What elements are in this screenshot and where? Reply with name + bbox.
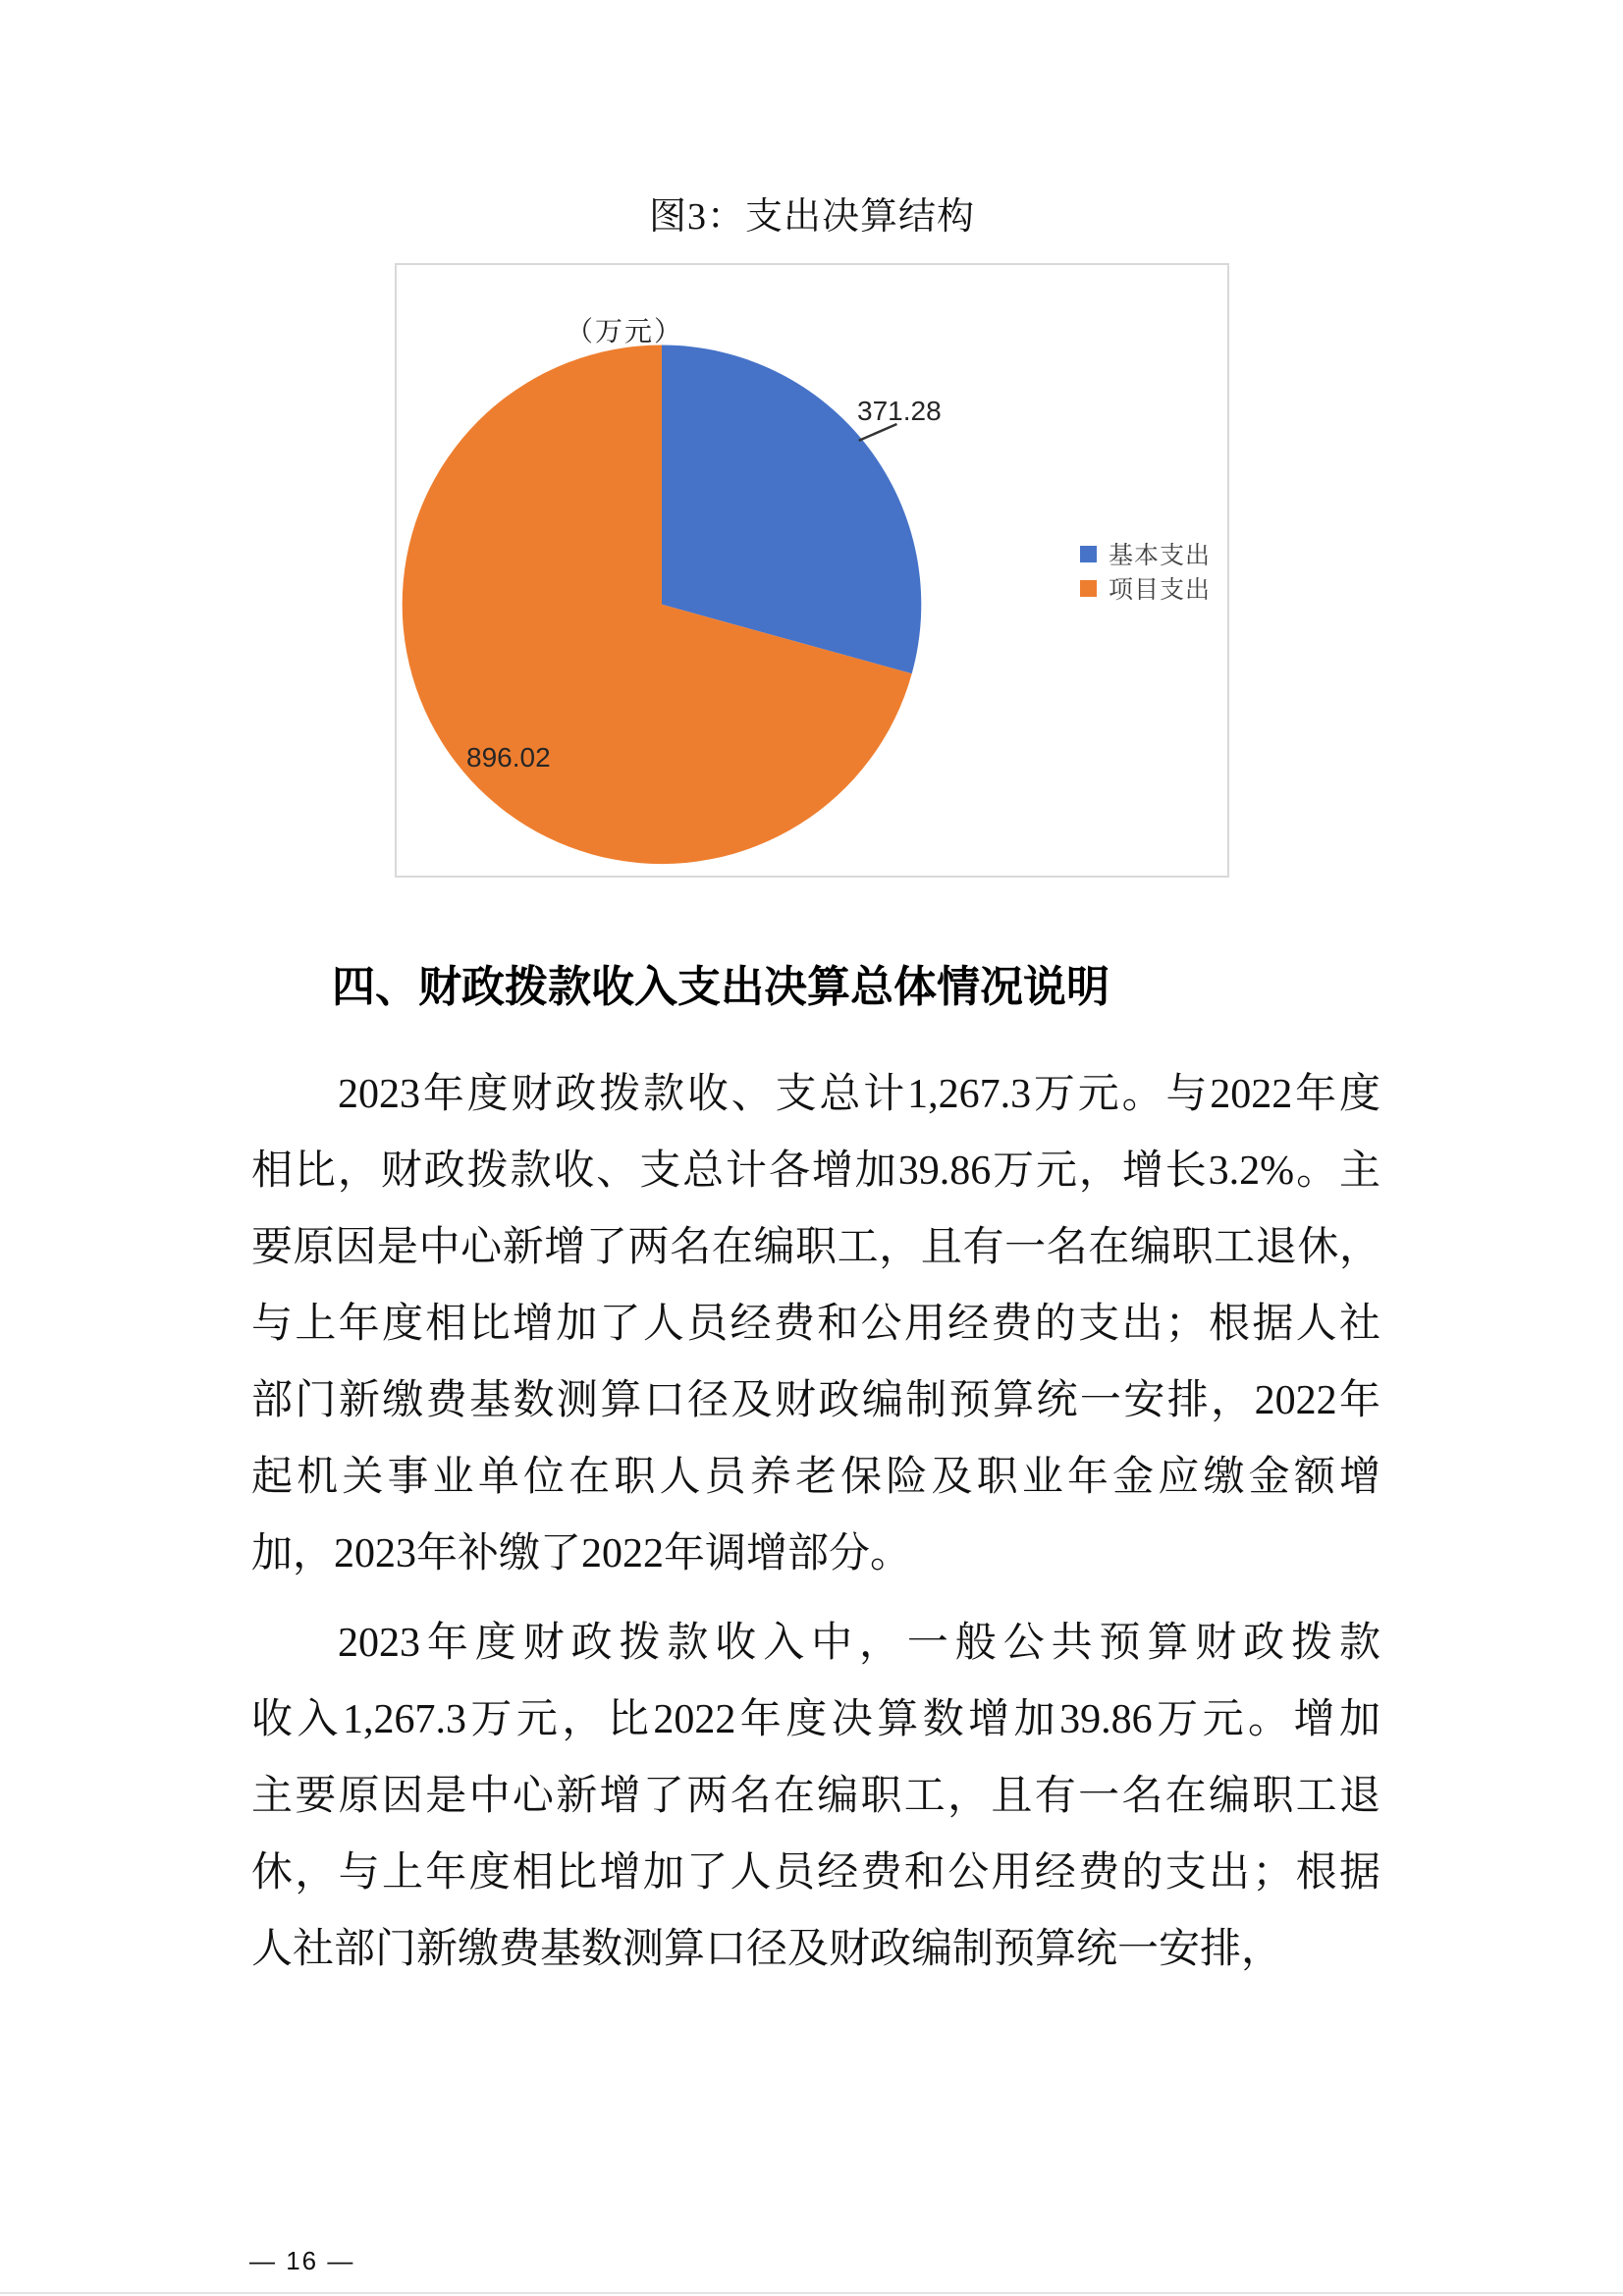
chart-legend <box>1080 541 1211 610</box>
paragraph-line: 与上年度相比增加了人员经费和公用经费的支出；根据人社 <box>251 1302 1380 1347</box>
legend-label-project: 项目支出 <box>1109 577 1212 604</box>
paragraph-line: 主要原因是中心新增了两名在编职工，且有一名在编职工退 <box>251 1774 1380 1819</box>
figure-title: 图3：支出决算结构 <box>648 196 975 238</box>
legend-item-basic <box>1080 541 1212 569</box>
pie-slices <box>403 345 922 864</box>
paragraph-line: 人社部门新缴费基数测算口径及财政编制预算统一安排， <box>251 1927 1283 1972</box>
paragraph-line: 2023年度财政拨款收入中，一般公共预算财政拨款 <box>338 1621 1380 1666</box>
paragraph-1 <box>251 1056 1380 1592</box>
page-number: — 16 — <box>249 2246 355 2275</box>
chart-unit-label: （万元） <box>566 317 684 347</box>
pie-value-label-basic: 371.28 <box>857 396 942 426</box>
paragraph-line: 要原因是中心新增了两名在编职工，且有一名在编职工退休， <box>251 1225 1380 1270</box>
page-bottom-edge <box>0 2292 1623 2294</box>
paragraph-line: 相比，财政拨款收、支总计各增加39.86万元，增长3.2%。主 <box>251 1148 1380 1194</box>
legend-swatch-project-icon <box>1080 580 1097 597</box>
paragraph-line: 部门新缴费基数测算口径及财政编制预算统一安排，2022年 <box>251 1378 1380 1423</box>
paragraph-line: 加，2023年补缴了2022年调增部分。 <box>251 1531 912 1576</box>
legend-label-basic: 基本支出 <box>1109 543 1212 569</box>
paragraph-line: 休，与上年度相比增加了人员经费和公用经费的支出；根据 <box>251 1850 1380 1896</box>
legend-item-project <box>1080 575 1212 604</box>
legend-swatch-basic-icon <box>1080 546 1097 562</box>
pie-value-label-project: 896.02 <box>466 742 551 773</box>
paragraph-line: 收入1,267.3万元，比2022年度决算数增加39.86万元。增加 <box>251 1697 1380 1742</box>
paragraph-line: 2023年度财政拨款收、支总计1,267.3万元。与2022年度 <box>338 1072 1380 1117</box>
section-heading: 四、财政拨款收入支出决算总体情况说明 <box>332 963 1109 1011</box>
paragraph-line: 起机关事业单位在职人员养老保险及职业年金应缴金额增 <box>251 1455 1380 1500</box>
paragraph-2 <box>251 1605 1380 1988</box>
